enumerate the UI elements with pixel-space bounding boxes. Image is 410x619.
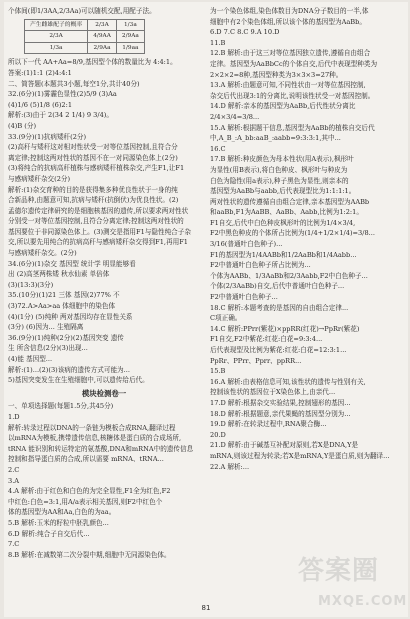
right-lines-line: 定律。基因型为AaBbCc的个体自交,后代中表现型种类为 bbox=[210, 59, 378, 68]
right-lines-line: 细胞中有2个染色体组,所以该个体的基因型为AaBb。 bbox=[210, 17, 366, 26]
right-lines-line: F1自交,后代中白色种皮枫形叶的比例为1/4×3/4, bbox=[210, 218, 356, 227]
table-cell: 2/3A bbox=[88, 19, 117, 31]
left-lines_mid-line: 合新品种,由题意可知,抗病与矮秆(抗倒伏)为优良性状。(2) bbox=[8, 196, 179, 205]
table-row bbox=[25, 31, 145, 43]
page-number: 81 bbox=[201, 604, 211, 612]
left-lines_mid-line: (4)(1分) (5)纯种 两对基因均存在显性关系 bbox=[8, 312, 133, 321]
right-lines-line: 控制该性状的基因位于X染色体上,由亲代... bbox=[210, 388, 336, 397]
right-lines-line: 15.B bbox=[210, 367, 226, 376]
right-lines-line: F2中普通叶白色种子... bbox=[210, 293, 278, 302]
right-lines-line: 为显性(用B表示),将白色种皮、枫形叶与种皮为 bbox=[210, 165, 348, 174]
left-column bbox=[8, 6, 200, 560]
table-row bbox=[25, 42, 145, 54]
left-lines_bottom-line: 一、单项选择题(每题1.5分,共45分) bbox=[8, 402, 114, 411]
left-lines_bottom-line: 解析:转录过程以DNA的一条链为模板合成RNA,翻译过程 bbox=[8, 423, 176, 432]
table-cell: 1/9aa bbox=[116, 42, 144, 54]
right-lines-line: 21.D 解析:由于碱基互补配对原则,若X是DNA,Y是 bbox=[210, 441, 359, 450]
left-lines_mid-line: (4)能 基因型... bbox=[8, 355, 53, 363]
left-mid-block bbox=[8, 57, 200, 385]
left-lines_mid-line: 32.(6分)(1)雾霾色显性(2)5/9 (3)Aa bbox=[8, 90, 117, 99]
right-lines-line: 22.A 解析:... bbox=[210, 462, 250, 471]
left-lines_mid-line: 36.(9分)(1)纯种(2分)(2)基因突变 遗传 bbox=[8, 333, 124, 342]
right-column bbox=[210, 6, 402, 472]
right-lines-line: 16.C bbox=[210, 144, 226, 153]
left-lines_mid-line: 5)基因突变发生在生殖细胞中,可以遗传给后代。 bbox=[8, 376, 149, 385]
left-lines_mid-line: 34.(6分)(1)杂交 基因型 统计学 明显能够看 bbox=[8, 259, 136, 268]
left-lines_mid-line: (2)高秆与矮秆这对相对性状受一对等位基因控制,且符合分 bbox=[8, 143, 178, 152]
left-lines_mid-line: (4)1/6 (5)1/8 (6)2:1 bbox=[8, 100, 73, 109]
left-lines_mid-line: (3)将纯合的抗病高秆植株与感病矮秆植株杂交,产生F1,让F1 bbox=[8, 164, 185, 173]
left-lines_mid-line: 所以下一代 AA+Aa=8/9,基因型个体的数量比为 4:4:1。 bbox=[8, 58, 177, 67]
right-lines-line: F2中普通叶白色种子所占比例为... bbox=[210, 261, 311, 270]
right-lines-line: 两对性状的遗传遵循自由组合定律,亲本基因型为AABb bbox=[210, 197, 370, 206]
left-lines_bottom-line: 5.B 解析:玉米的籽粒中胚乳颜色... bbox=[8, 518, 109, 527]
left-lines_bottom-line: 4.A 解析:由于红色和白色的为完全显性,F1全为红色,F2 bbox=[8, 487, 171, 496]
left-lines_bottom-line: 1.D bbox=[8, 412, 20, 421]
table-cell: 4/9AA bbox=[88, 31, 117, 43]
left-lines_bottom-line: 以mRNA为模板,携带遗传信息,核糖体是蛋白质的合成场所, bbox=[8, 434, 182, 443]
right-lines-line: 17.D 解析:根据杂交实验结果,控制翅形的基因... bbox=[210, 398, 351, 407]
table-cell: 2/3A bbox=[25, 31, 88, 43]
gamete-table bbox=[24, 19, 145, 55]
right-lines-line: PpRr、PPrr、Pprr、ppRR... bbox=[210, 356, 302, 365]
left-lines_mid-line: 与感病矮秆杂交。(2分) bbox=[8, 249, 77, 258]
right-lines-line: 个体(2/3AaBb)自交,后代中普通叶白色种子... bbox=[210, 282, 345, 291]
left-lines_mid-line: 解析:(1)杂交育种的目的是获得集多种优良性状于一身的纯 bbox=[8, 185, 178, 194]
right-lines-line: 2×2×2=8种,基因型种类为3×3×3=27种。 bbox=[210, 70, 343, 79]
table-cell: 2/9Aa bbox=[88, 42, 117, 54]
left-lines_mid-line: (3)(13:3)(3分) bbox=[8, 280, 54, 289]
left-lines_bottom-line: tRNA 能识别和转运特定的氨基酸,DNA和mRNA中的遗传信息 bbox=[8, 444, 194, 453]
right-lines-line: 18.D 解析:根据题意,亲代果蝇的基因型分别为... bbox=[210, 409, 351, 418]
right-lines-line: C项正确。 bbox=[210, 314, 242, 323]
table-cell: 2/9Aa bbox=[116, 31, 144, 43]
right-lines-line: 和aaBb,F1为AaBB、AaBb、Aabb,比例为1:2:1。 bbox=[210, 208, 363, 217]
left-lines_mid-line: (3)72.A>Aa>aa 体细胞中的染色体 bbox=[8, 302, 116, 311]
table-cell: 1/3a bbox=[25, 42, 88, 54]
watermark-url: MXQE.COM bbox=[318, 594, 408, 609]
left-lines_mid-line: 二、简答题(本题共3小题,每空1分,共计40分) bbox=[8, 79, 140, 88]
right-lines-line: 13.A 解析:由题意可知,不同性状由一对等位基因控制, bbox=[210, 81, 366, 90]
right-lines-line: 后代表现型及比例为紫花:红花:白花=12:3:1... bbox=[210, 346, 347, 354]
left-lines_mid-line: 解析:(3)由于 2(34 2 1/4) 9 3/4)。 bbox=[8, 111, 113, 120]
right-lines-line: F2中黑色种皮的个体所占比例为(1/4+1/2×1/4)=3/8... bbox=[210, 229, 375, 238]
left-bottom-block bbox=[8, 401, 200, 560]
right-lines-line: 20.D bbox=[210, 430, 226, 439]
table-cell: 1/3a bbox=[116, 19, 144, 31]
right-lines-line: 基因型为AaBb与aabb,后代表现型比为1:1:1:1。 bbox=[210, 187, 356, 196]
right-lines-line: 中,A_B_:A_bb:aaB_:aabb=9:3:3:1,其中... bbox=[210, 134, 341, 143]
left-lines_mid-line: 离定律;控制这两对性状的基因不在一对同源染色体上(2分) bbox=[8, 153, 178, 162]
right-lines-line: mRNA,则该过程为转录;若X是mRNA,Y是蛋白质,则为翻译... bbox=[210, 451, 390, 460]
right-lines-line: 16.A 解析:由表格信息可知,该性状的遗传与性别有关, bbox=[210, 377, 366, 386]
table-row bbox=[25, 19, 145, 31]
table-cell: 产生雌雄配子的概率 bbox=[25, 19, 88, 31]
right-lines-line: 14.C 解析:PPrr(紫花)×ppRR(红花)→PpRr(紫花) bbox=[210, 324, 360, 333]
left-lines_bottom-line: 8.B 解析:在减数第二次分裂中期,细胞中无同源染色体。 bbox=[8, 550, 171, 559]
page bbox=[4, 2, 408, 617]
right-lines-line: 17.B 解析:种皮颜色为母本性状(用A表示),枫形叶 bbox=[210, 155, 354, 164]
right-lines-line: 白色为隐性(用a表示),种子黑色为显性,则亲本的 bbox=[210, 176, 349, 185]
left-lines_mid-line: 生 所含信息(2分)(3)出现... bbox=[8, 344, 88, 353]
watermark-text: 答案圈 bbox=[298, 556, 380, 586]
left-lines_bottom-line: 3.A bbox=[8, 476, 20, 485]
watermark-logo bbox=[298, 550, 408, 614]
section-title: 模块检测卷一 bbox=[81, 388, 127, 398]
right-lines-line: 11.B bbox=[210, 38, 226, 47]
left-lines_bottom-line: 7.C bbox=[8, 540, 20, 549]
right-lines-line: 18.C 解析:本题考查的是基因的自由组合定律... bbox=[210, 303, 349, 312]
left-lines_mid-line: 33.(9分)(1)抗病矮秆(2分) bbox=[8, 132, 87, 141]
left-lines_mid-line: 35.(10分)(1)21 三体 基因(2)77% 不 bbox=[8, 291, 120, 300]
left-lines_mid-line: 孟德尔遗传定律研究的是细胞核基因的遗传,所以要求两对性状 bbox=[8, 206, 189, 215]
left-lines_mid-line: 基因要位于非同源染色体上。(3)测交是指用F1与隐性纯合子杂 bbox=[8, 227, 191, 236]
left-lines_bottom-line: 控制和指导蛋白质的合成,所以需要 mRNA、tRNA... bbox=[8, 455, 164, 464]
right-lines-line: 15.A 解析:根据题干信息,基因型为AaBb的植株自交后代 bbox=[210, 123, 375, 132]
right-lines-block bbox=[210, 6, 402, 472]
left-lines_bottom-line: 中红色:白色=3:1,用A/a表示相关基因,则F2中红色个 bbox=[8, 497, 163, 506]
left-line-0: 个体间(即1/3AA,2/3Aa)可以随机交配,用配子法。 bbox=[8, 7, 156, 15]
left-lines_mid-line: 答案:(1)1:1 (2)4:4:1 bbox=[8, 68, 72, 77]
left-lines_bottom-line: 6.D 解析:纯合子自交后代... bbox=[8, 529, 90, 538]
right-lines-line: 19.D 解析:在转录过程中,RNA聚合酶... bbox=[210, 420, 327, 429]
right-lines-line: F1的基因型为1/4AABb和1/2AaBb和1/4Aabb... bbox=[210, 250, 357, 259]
left-lines_mid-line: (3分) (6)因为... 生殖隔离 bbox=[8, 323, 84, 332]
right-lines-line: 3/16(普通叶白色种子)... bbox=[210, 240, 283, 249]
right-lines-line: 12.B 解析:由于这三对等位基因独立遗传,遵循自由组合 bbox=[210, 49, 371, 58]
right-lines-line: 个体为AABb、1/3AaBb和2/3Aabb,F2中白色种子... bbox=[210, 271, 368, 280]
left-lines_bottom-line: 2.C bbox=[8, 465, 20, 474]
left-lines_mid-line: 与感病矮秆杂交(2分) bbox=[8, 174, 71, 183]
right-lines-line: 为一个染色体组,染色体数目为DNA分子数目的一半,体 bbox=[210, 7, 369, 15]
left-lines_mid-line: (4)B (分) bbox=[8, 121, 37, 130]
right-lines-line: 14.D 解析:亲本的基因型为AaBb,后代性状分离比 bbox=[210, 102, 356, 111]
left-lines_mid-line: 分别受一对等位基因控制,且符合分离定律;控制这两对性状的 bbox=[8, 217, 184, 226]
right-lines-line: F1自交,F2中紫花:红花:白花=9:3:4... bbox=[210, 335, 323, 344]
left-lines_mid-line: 解析:(1)...(2)(3)该病的遗传方式可能为... bbox=[8, 365, 130, 374]
right-lines-line: 杂交后代出现3:1的分离比,说明该性状受一对基因控制。 bbox=[210, 91, 375, 100]
left-lines_bottom-line: 体的基因型为AA和Aa,白色的为aa。 bbox=[8, 508, 116, 517]
right-lines-line: 2/4×3/4=3/8... bbox=[210, 112, 260, 121]
left-lines_mid-line: 出 (2)高茎两株矮 秋水仙素 单倍体 bbox=[8, 270, 110, 279]
left-lines_mid-line: 交,所以要先用纯合的抗病高秆与感病矮秆杂交得到F1,再用F1 bbox=[8, 238, 188, 247]
right-lines-line: 6.D 7.C 8.C 9.A 10.D bbox=[210, 28, 280, 37]
